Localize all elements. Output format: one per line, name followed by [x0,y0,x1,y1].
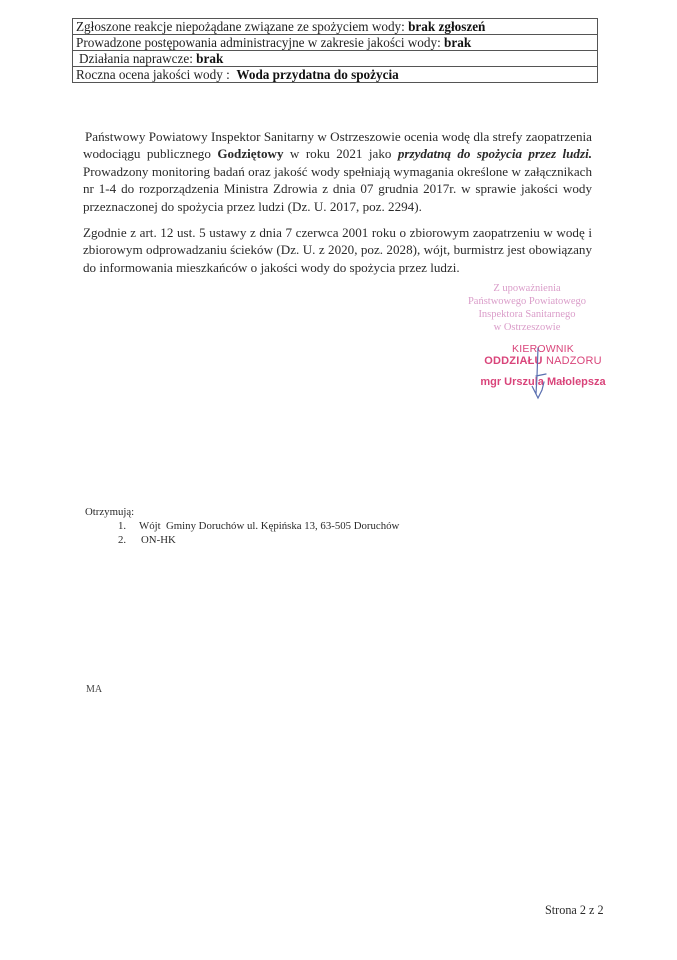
table-row-admin-proceedings [73,35,598,51]
stamp-title: KIEROWNIK [512,343,574,355]
recipients-heading: Otrzymują: [85,506,135,518]
row-value: brak [444,35,472,50]
water-quality-summary-table [72,18,598,83]
table-row-adverse-reactions [73,19,598,35]
list-item: 1. Wójt Gminy Doruchów ul. Kępińska 13, 63-505 Doruchów [118,520,400,532]
table-row-annual-assessment [73,67,598,83]
row-value: Woda przydatna do spożycia [236,67,399,82]
row-value: brak zgłoszeń [408,19,486,34]
row-label: Zgłoszone reakcje niepożądane związane ze spożyciem wody: [76,19,409,34]
authorization-stamp: Z upoważnienia Państwowego Powiatowego Inspektora Sanitarnego w Ostrzeszowie [467,283,587,333]
row-label: Roczna ocena jakości wody : [76,67,237,82]
handwritten-signature-icon [524,346,554,402]
row-label: Działania naprawcze: [79,51,197,66]
page-number: Strona 2 z 2 [545,903,604,917]
stamp-department: ODDZIAŁU [484,355,543,367]
supply-zone-name: Godziętowy [217,146,284,162]
legal-basis-paragraph: Zgodnie z art. 12 ust. 5 ustawy z dnia 7 czerwca 2001 roku o zbiorowym zaopatrzeniu w wodę i zbiorowym odprowadzaniu ścieków (Dz. U. z 2020, poz. 2028), wójt, burmistrz jest obowiązany do informowania mieszkańców o jakości wody do spożycia przez ludzi. [83,225,592,275]
row-label: Prowadzone postępowania administracyjne w zakresie jakości wody: [76,35,445,50]
row-value: brak [196,51,224,66]
signatory-stamp: KIEROWNIK ODDZIAŁU NADZORU mgr Urszula Małolepsza [468,343,618,389]
author-initials: MA [86,684,103,695]
list-item: 2. ON-HK [118,534,176,546]
assessment-paragraph: Państwowy Powiatowy Inspektor Sanitarny w Ostrzeszowie ocenia wodę dla strefy zaopatrzenia wodociągu publicznego Godziętowy w roku 2021 jako przydatną do spożycia przez ludzi. Prowadzony monitoring badań oraz jakość wody spełniają wymagania określone w załącznikach nr 1-4 do rozporządzenia Ministra Zdrowia z dnia 07 grudnia 2017r. w sprawie jakości wody przeznaczonej do spożycia przez ludzi (Dz. U. 2017, poz. 2294). [83,129,592,214]
recipients-list [85,505,399,547]
assessment-verdict: przydatną do spożycia przez ludzi. [397,146,592,162]
stamp-name: mgr Urszula Małolepsza [480,376,606,388]
table-row-corrective-actions [73,51,598,67]
